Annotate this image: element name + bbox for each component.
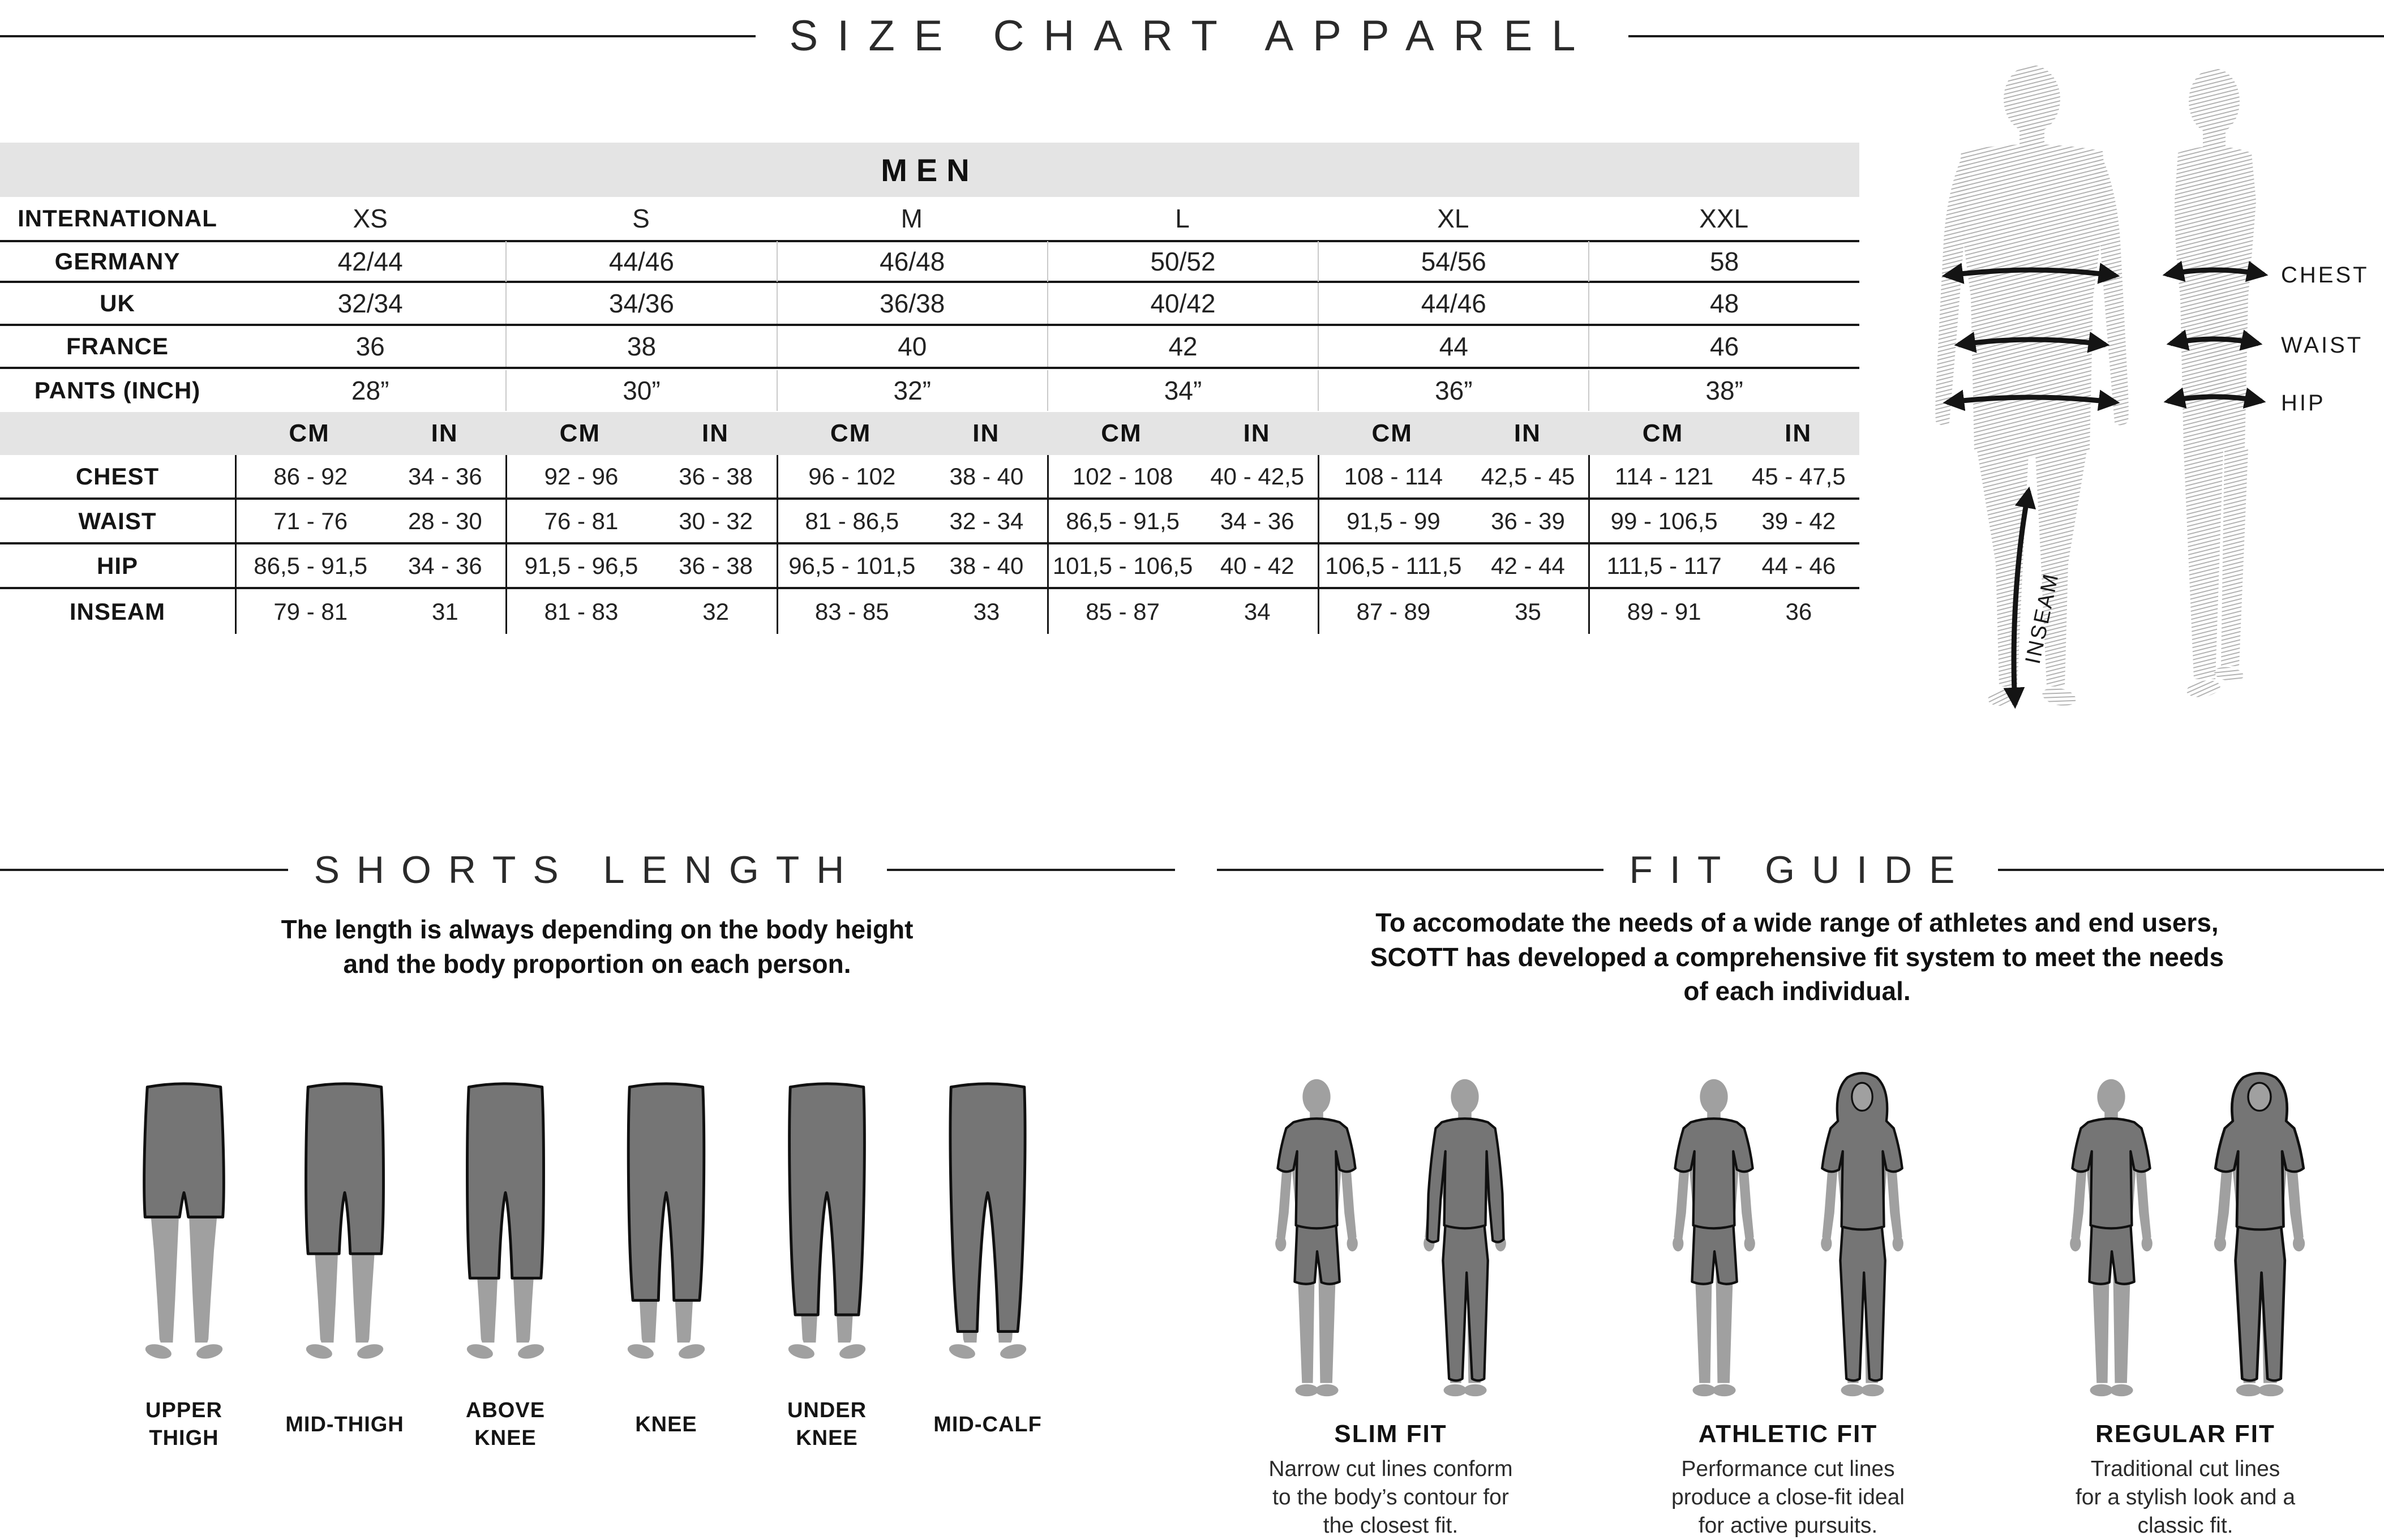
shorts-length-figures bbox=[119, 1078, 1053, 1459]
size-cell: XL bbox=[1318, 203, 1588, 234]
cm-value: 108 - 114 bbox=[1319, 455, 1467, 497]
cm-value: 86 - 92 bbox=[237, 455, 384, 497]
fit-panel-slim bbox=[1192, 1073, 1589, 1540]
size-cell: 44 bbox=[1318, 326, 1588, 367]
in-value: 38 - 40 bbox=[926, 544, 1047, 587]
slim-fit-tee-figure bbox=[1255, 1073, 1378, 1412]
cm-value: 92 - 96 bbox=[507, 455, 655, 497]
in-value: 34 - 36 bbox=[1197, 500, 1318, 542]
waist-label: WAIST bbox=[2281, 333, 2363, 358]
title-rule-left bbox=[0, 35, 756, 37]
cm-value: 101,5 - 106,5 bbox=[1049, 544, 1197, 587]
in-value: 33 bbox=[926, 589, 1047, 634]
size-cell: XXL bbox=[1588, 203, 1859, 234]
size-cell: S bbox=[505, 203, 776, 234]
body-measurement-diagram bbox=[1913, 54, 2384, 767]
row-label: WAIST bbox=[0, 500, 235, 542]
row-label: INSEAM bbox=[0, 589, 235, 634]
size-cell: XS bbox=[235, 203, 505, 234]
in-value: 36 - 38 bbox=[655, 544, 777, 587]
row-label: PANTS (INCH) bbox=[0, 377, 235, 404]
shorts-item-mid-calf bbox=[923, 1078, 1053, 1459]
fit-panel-regular bbox=[1987, 1073, 2384, 1540]
cm-value: 91,5 - 99 bbox=[1319, 500, 1467, 542]
upper-thigh-figure bbox=[127, 1078, 241, 1378]
title-rule-right bbox=[1628, 35, 2384, 37]
shorts-length-title: SHORTS LENGTH bbox=[314, 848, 861, 892]
in-value: 35 bbox=[1468, 589, 1589, 634]
cm-value: 87 - 89 bbox=[1319, 589, 1467, 634]
regular-fit-hoodie-figure bbox=[2198, 1073, 2321, 1412]
size-cell: 54/56 bbox=[1318, 241, 1588, 282]
in-value: 32 bbox=[655, 589, 777, 634]
shorts-item-label: UPPER THIGH bbox=[145, 1391, 222, 1459]
row-label: HIP bbox=[0, 544, 235, 587]
size-cell: 42 bbox=[1047, 326, 1318, 367]
fit-name: REGULAR FIT bbox=[2095, 1420, 2275, 1448]
unit-header-group bbox=[235, 419, 505, 448]
rule bbox=[1217, 869, 1603, 871]
shorts-item-label: UNDER KNEE bbox=[787, 1391, 867, 1459]
chest-label: CHEST bbox=[2281, 263, 2369, 288]
shorts-length-description: The length is always depending on the body height and the body proportion on each person. bbox=[164, 912, 1030, 981]
shorts-item-label: KNEE bbox=[635, 1391, 697, 1459]
in-value: 39 - 42 bbox=[1738, 500, 1859, 542]
in-value: 34 - 36 bbox=[384, 455, 505, 497]
size-cell: 46 bbox=[1588, 326, 1859, 367]
cm-value: 86,5 - 91,5 bbox=[1049, 500, 1197, 542]
mid-thigh-figure bbox=[288, 1078, 401, 1378]
page-title: SIZE CHART APPAREL bbox=[790, 11, 1595, 61]
cm-header: CM bbox=[1588, 419, 1737, 448]
cm-header: CM bbox=[1047, 419, 1196, 448]
in-value: 31 bbox=[384, 589, 505, 634]
in-value: 40 - 42,5 bbox=[1197, 455, 1318, 497]
cm-value: 83 - 85 bbox=[778, 589, 926, 634]
cm-value: 81 - 86,5 bbox=[778, 500, 926, 542]
fit-guide-panels bbox=[1192, 1073, 2384, 1540]
fit-guide-description: To accomodate the needs of a wide range of athletes and end users, SCOTT has developed a comprehensive fit system to meet the needs of each individual. bbox=[1313, 906, 2281, 1009]
cm-header: CM bbox=[505, 419, 654, 448]
slim-fit-figures bbox=[1255, 1073, 1526, 1412]
row-label: UK bbox=[0, 290, 235, 317]
table-row-uk bbox=[0, 283, 1859, 326]
athletic-fit-tee-figure bbox=[1653, 1073, 1775, 1412]
cm-value: 85 - 87 bbox=[1049, 589, 1197, 634]
in-value: 34 bbox=[1197, 589, 1318, 634]
hip-label: HIP bbox=[2281, 391, 2326, 415]
size-cell: 42/44 bbox=[235, 246, 505, 277]
in-value: 44 - 46 bbox=[1738, 544, 1859, 587]
under-knee-figure bbox=[770, 1078, 884, 1378]
fit-name: ATHLETIC FIT bbox=[1699, 1420, 1877, 1448]
unit-header-group bbox=[1318, 419, 1588, 448]
size-cell: 40/42 bbox=[1047, 283, 1318, 324]
cm-value: 102 - 108 bbox=[1049, 455, 1197, 497]
size-cell: 34” bbox=[1047, 370, 1318, 411]
cm-header: CM bbox=[1318, 419, 1467, 448]
shorts-item-label: MID-CALF bbox=[933, 1391, 1042, 1459]
cm-value: 79 - 81 bbox=[237, 589, 384, 634]
above-knee-figure bbox=[449, 1078, 562, 1378]
in-value: 38 - 40 bbox=[926, 455, 1047, 497]
size-cell: 46/48 bbox=[777, 241, 1047, 282]
mid-calf-figure bbox=[931, 1078, 1044, 1378]
inseam-label: INSEAM bbox=[2021, 570, 2064, 666]
cm-value: 76 - 81 bbox=[507, 500, 655, 542]
cm-header: CM bbox=[777, 419, 925, 448]
rule bbox=[1998, 869, 2384, 871]
cm-value: 99 - 106,5 bbox=[1590, 500, 1738, 542]
in-header: IN bbox=[925, 419, 1047, 448]
size-cell: 50/52 bbox=[1047, 241, 1318, 282]
shorts-item-knee bbox=[601, 1078, 731, 1459]
cm-value: 89 - 91 bbox=[1590, 589, 1738, 634]
cm-value: 96 - 102 bbox=[778, 455, 926, 497]
size-cell: 34/36 bbox=[505, 283, 776, 324]
unit-header-group bbox=[505, 419, 776, 448]
page-header bbox=[0, 11, 2384, 61]
size-cell: M bbox=[777, 203, 1047, 234]
cm-value: 114 - 121 bbox=[1590, 455, 1738, 497]
size-cell: 40 bbox=[777, 326, 1047, 367]
cm-value: 106,5 - 111,5 bbox=[1319, 544, 1467, 587]
shorts-item-under-knee bbox=[762, 1078, 892, 1459]
unit-header-row bbox=[0, 412, 1859, 455]
table-row-hip bbox=[0, 544, 1859, 589]
in-header: IN bbox=[1467, 419, 1588, 448]
size-cell: 36 bbox=[235, 331, 505, 362]
table-row-chest bbox=[0, 455, 1859, 500]
size-cell: 32” bbox=[777, 370, 1047, 411]
row-label: CHEST bbox=[0, 455, 235, 497]
in-value: 40 - 42 bbox=[1197, 544, 1318, 587]
size-cell: 38 bbox=[505, 326, 776, 367]
unit-header-group bbox=[777, 419, 1047, 448]
size-cell: 44/46 bbox=[505, 241, 776, 282]
table-row-france bbox=[0, 326, 1859, 369]
table-row-inseam bbox=[0, 589, 1859, 634]
size-cell: 36” bbox=[1318, 370, 1588, 411]
fit-description: Performance cut lines produce a close-fit ideal for active pursuits. bbox=[1671, 1455, 1905, 1540]
in-value: 36 - 39 bbox=[1468, 500, 1589, 542]
cm-value: 86,5 - 91,5 bbox=[237, 544, 384, 587]
in-value: 42,5 - 45 bbox=[1468, 455, 1589, 497]
row-label: FRANCE bbox=[0, 333, 235, 360]
in-value: 42 - 44 bbox=[1468, 544, 1589, 587]
fit-guide-header bbox=[1217, 848, 2384, 892]
shorts-item-label: ABOVE KNEE bbox=[466, 1391, 545, 1459]
rule bbox=[887, 869, 1175, 871]
size-cell: L bbox=[1047, 203, 1318, 234]
in-value: 30 - 32 bbox=[655, 500, 777, 542]
table-row-international bbox=[0, 197, 1859, 240]
cm-value: 71 - 76 bbox=[237, 500, 384, 542]
table-row-pants-inch bbox=[0, 369, 1859, 412]
size-cell: 48 bbox=[1588, 283, 1859, 324]
cm-value: 81 - 83 bbox=[507, 589, 655, 634]
side-body-silhouette bbox=[2175, 68, 2256, 700]
shorts-item-upper-thigh bbox=[119, 1078, 249, 1459]
knee-figure bbox=[610, 1078, 723, 1378]
shorts-item-above-knee bbox=[440, 1078, 571, 1459]
fit-description: Traditional cut lines for a stylish look and a classic fit. bbox=[2076, 1455, 2295, 1540]
in-value: 36 - 38 bbox=[655, 455, 777, 497]
in-header: IN bbox=[1196, 419, 1318, 448]
row-label: GERMANY bbox=[0, 248, 235, 275]
size-cell: 28” bbox=[235, 375, 505, 406]
in-value: 28 - 30 bbox=[384, 500, 505, 542]
in-value: 45 - 47,5 bbox=[1738, 455, 1859, 497]
size-cell: 36/38 bbox=[777, 283, 1047, 324]
unit-header-group bbox=[1047, 419, 1318, 448]
athletic-fit-hoodie-figure bbox=[1801, 1073, 1923, 1412]
cm-value: 91,5 - 96,5 bbox=[507, 544, 655, 587]
athletic-fit-figures bbox=[1653, 1073, 1923, 1412]
men-size-table bbox=[0, 143, 1859, 634]
row-label: INTERNATIONAL bbox=[0, 205, 235, 232]
shorts-item-mid-thigh bbox=[280, 1078, 410, 1459]
rule bbox=[0, 869, 288, 871]
in-header: IN bbox=[384, 419, 505, 448]
table-row-germany bbox=[0, 240, 1859, 283]
size-cell: 58 bbox=[1588, 241, 1859, 282]
in-value: 32 - 34 bbox=[926, 500, 1047, 542]
shorts-length-header bbox=[0, 848, 1175, 892]
regular-fit-figures bbox=[2050, 1073, 2321, 1412]
cm-value: 111,5 - 117 bbox=[1590, 544, 1738, 587]
cm-header: CM bbox=[235, 419, 384, 448]
fit-panel-athletic bbox=[1589, 1073, 1987, 1540]
fit-guide-title: FIT GUIDE bbox=[1630, 848, 1972, 892]
size-cell: 44/46 bbox=[1318, 283, 1588, 324]
slim-fit-longsleeve-figure bbox=[1404, 1073, 1526, 1412]
unit-header-group bbox=[1588, 419, 1859, 448]
cm-value: 96,5 - 101,5 bbox=[778, 544, 926, 587]
in-value: 34 - 36 bbox=[384, 544, 505, 587]
size-cell: 30” bbox=[505, 370, 776, 411]
in-header: IN bbox=[654, 419, 776, 448]
size-cell: 32/34 bbox=[235, 288, 505, 319]
fit-description: Narrow cut lines conform to the body’s contour for the closest fit. bbox=[1268, 1455, 1512, 1540]
shorts-item-label: MID-THIGH bbox=[285, 1391, 404, 1459]
fit-name: SLIM FIT bbox=[1334, 1420, 1447, 1448]
in-header: IN bbox=[1738, 419, 1859, 448]
size-cell: 38” bbox=[1588, 370, 1859, 411]
regular-fit-tee-figure bbox=[2050, 1073, 2172, 1412]
in-value: 36 bbox=[1738, 589, 1859, 634]
table-title: MEN bbox=[0, 143, 1859, 197]
table-row-waist bbox=[0, 500, 1859, 544]
